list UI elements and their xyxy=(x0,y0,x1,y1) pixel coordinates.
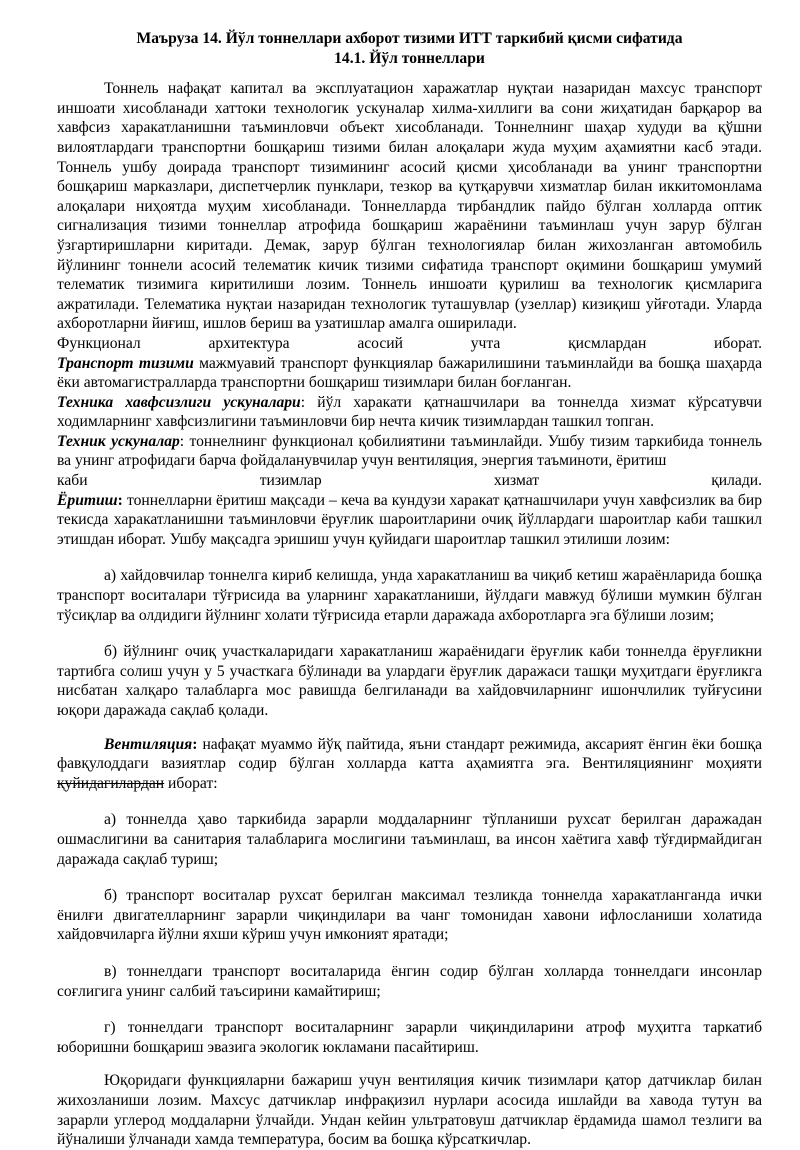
ventilation-struck-word: қуйидагилардан xyxy=(57,774,165,792)
safety-equipment-term: Техника хавфсизлиги ускуналари xyxy=(57,393,301,411)
functional-architecture-line: Функционал архитектура асосий учта қисмлардан иборат. xyxy=(57,334,762,352)
intro-paragraph: Тоннель нафақат капитал ва эксплуатацион харажатлар нуқтаи назаридан махсус транспорт иншоати хисобланади хаттоки технологик ускуналар хилма-хиллиги ва сони жиҳатидан барқарор ва хавфсиз харакатланишни таъминловчи объект хисобланади. Тоннелнинг шаҳар худуди ва қўшни вилоятлардаги транспортни бошқариш тизими билан алоқалари жуда муҳим аҳамиятни касб этади. Тоннель ушбу доирада транспорт тизимининг асосий қисми ҳисобланади ва унинг транспортни бошқариш марказлари, диспетчерлик пунклари, тезкор ва қутқарувчи хизматлар билан иккитомонлама алоқалари ниҳоятда муҳим хисобланади. Тоннелларда тирбандлик пайдо бўлган холларда оптик сигнализация тизими тоннеллар атрофида бошқариш жараёнини таъминлаш учун зарур бўлган ўзгартиришларни киритади. Демак, зарур бўлган технологиялар билан жихозланган автомобиль йўлининг тоннели асосий телематик кичик тизими сифатида транспорт оқимини бошқариш умумий телематик тизимига киритилиши лозим. Тоннель иншоати қурилиш ва технологик қисмларига ажратилади. Телематика нуқтаи назаридан технологик туташувлар (узеллар) кизиқиш уйғотади. Уларда ахборотларни йиғиш, ишлов бериш ва узатишлар амалга оширилади. xyxy=(57,80,762,333)
technical-equipment-paragraph xyxy=(57,432,762,471)
lighting-item-a: а) хайдовчилар тоннелга кириб келишда, унда харакатланиш ва чиқиб кетиш жараёнларида бошқа транспорт воситалари тўғрисида ва уларнинг харакатланиши, йўлдаги мавжуд бўлиши мумкин бўлган тўсиқлар ва олдидиги йўлнинг холати тўғрисида етарли даражада ахборотларга эга бўлиши лозим; xyxy=(57,567,762,624)
technical-equipment-tail: каби тизимлар хизмат қилади. xyxy=(57,472,762,490)
ventilation-item-a: а) тоннелда ҳаво таркибида зарарли моддаларнинг тўпланиши рухсат берилган даражадан ошмаслигини ва санитария талабларига мослигини таъминлаш, ва инсон хаётига хавф тўғдирмайдиган даражада сақлаб туриш; xyxy=(57,811,762,868)
lighting-item-b: б) йўлнинг очиқ участкаларидаги харакатланиш жараёнидаги ёруғлик каби тоннелда ёруғликни тартибга солиш учун у 5 участкага бўлинади ва улардаги ёруғлик даражаси ташқи муҳитдаги ёруғликга нисбатан халқаро талабларга мос равишда белгиланади ва хайдовчиларнинг ишончлилик туйғусини юқори даражада сақлаб қолади. xyxy=(57,643,762,719)
transport-system-text: мажмуавий транспорт функциялар бажарилишини таъминлайди ва бошқа шаҳарда ёки автомагистралларда транспортни бошқариш тизимлари билан боғланган. xyxy=(57,354,763,392)
safety-equipment-text: : йўл харакати қатнашчилари ва тоннелда хизмат кўрсатувчи ходимларнинг хавфсизлигини таъминловчи бир нечта кичик тизимлардан ташкил топган. xyxy=(57,393,762,431)
transport-system-paragraph xyxy=(57,354,762,393)
ventilation-item-d: г) тоннелдаги транспорт воситаларнинг зарарли чиқиндиларини атроф муҳитга таркатиб юборишни бошқариш эвазига экологик юкламани пасайтириш. xyxy=(57,1019,762,1056)
ventilation-colon: : xyxy=(192,735,198,753)
ventilation-text: нафақат муаммо йўқ пайтида, яъни стандарт режимида, аксарият ёнгин ёки бошқа фавқулоддаги вазиятлар содир бўлган холларда катта аҳамиятга эга. Вентиляциянинг моҳияти xyxy=(57,735,762,773)
lighting-term: Ёритиш xyxy=(57,491,118,509)
lecture-title: Маъруза 14. Йўл тоннеллари ахборот тизими ИТТ таркибий қисми сифатида xyxy=(136,30,683,47)
safety-equipment-paragraph xyxy=(57,393,762,432)
technical-equipment-text: : тоннелнинг функционал қобилиятини таъминлайди. Ушбу тизим таркибида тоннель ва унинг атрофидаги барча фойдаланувчилар учун вентиляция, энергия таъминоти, ёритиш xyxy=(57,432,762,470)
lighting-text: тоннелларни ёритиш мақсади – кеча ва кундузи харакат қатнашчилари учун хавфсизлик ва бир текисда харакатланишни таъминловчи ёруғлик шароитларини очиқ йўллардаги шароитлар каби ташкил этишдан иборат. Ушбу мақсадга эришиш учун қуйидаги шароитлар ташкил этилиши лозим: xyxy=(57,491,762,548)
lighting-paragraph xyxy=(57,491,762,550)
sensors-paragraph: Юқоридаги функцияларни бажариш учун вентиляция кичик тизимлари қатор датчиклар билан жихозланиши лозим. Махсус датчиклар инфрақизил нурлари асосида ишлайди ва хавода тутун ва зарарли углерод моддаларни ўлчайди. Ундан кейин ультратовуш датчиклар ёрдамида шамол тезлиги ва йўналиши ўлчанади хамда температура, босим ва бошқа кўрсаткичлар. xyxy=(57,1072,762,1149)
ventilation-paragraph xyxy=(57,735,762,794)
transport-system-term: Транспорт тизими xyxy=(57,354,194,372)
ventilation-item-b: б) транспорт воситалар рухсат берилган максимал тезликда тоннелда харакатланганда ички ёнилғи двигателларнинг зарарли чиқиндилари ва чанг томонидан хавони ифлосланиши холатида хайдовчиларга йўлни яхши кўриш учун имконият яратади; xyxy=(57,887,762,944)
technical-equipment-term: Техник ускуналар xyxy=(57,432,180,450)
section-title: 14.1. Йўл тоннеллари xyxy=(334,49,485,67)
ventilation-term: Вентиляция xyxy=(104,735,193,753)
ventilation-text-end: иборат: xyxy=(164,774,218,792)
lighting-colon: : xyxy=(117,491,123,509)
ventilation-item-c: в) тоннелдаги транспорт воситаларида ёнгин содир бўлган холларда тоннелдаги инсонлар соғлигига унинг салбий таъсирини камайтириш; xyxy=(57,962,762,1000)
